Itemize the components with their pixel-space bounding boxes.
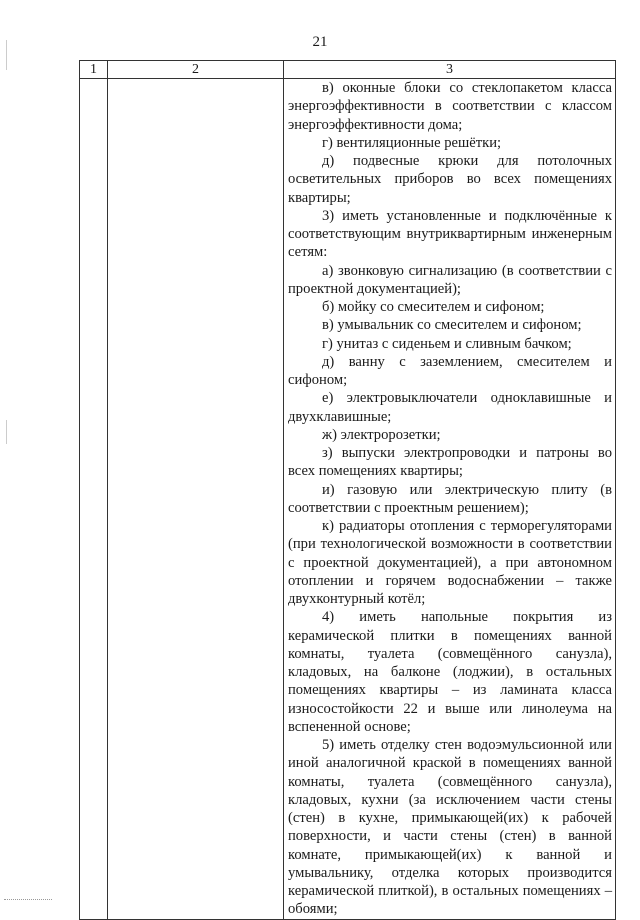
scan-footer-mark bbox=[4, 899, 52, 901]
paragraph: з) выпуски электропроводки и патроны во всех помещениях квартиры; bbox=[288, 445, 612, 480]
paragraph: г) унитаз с сиденьем и сливным бачком; bbox=[322, 335, 572, 352]
paragraph: д) подвесные крюки для потолочных осветительных приборов во всех помещениях квартиры; bbox=[288, 153, 612, 206]
paragraph: в) оконные блоки со стеклопакетом класса энергоэффективности в соответствии с классом энергоэффективности дома; bbox=[288, 80, 612, 133]
paragraph: д) ванну с заземлением, смесителем и сифоном; bbox=[288, 353, 612, 388]
paragraph: г) вентиляционные решётки; bbox=[322, 134, 502, 151]
table-row bbox=[80, 79, 616, 920]
requirements-text bbox=[284, 79, 615, 919]
paragraph: ж) электророзетки; bbox=[322, 426, 441, 443]
cell-column-2 bbox=[108, 79, 284, 920]
table-header-row bbox=[80, 61, 616, 79]
paragraph: к) радиаторы отопления с терморегуляторами (при технологической возможности в соответствии с проектной документацией), а при автономном отоплении и горячем водоснабжении – также двухконтурный котёл; bbox=[288, 518, 612, 607]
paragraph: в) умывальник со смесителем и сифоном; bbox=[322, 317, 582, 334]
paragraph: 5) иметь отделку стен водоэмульсионной или иной аналогичной краской в помещениях ванной комнаты, туалета (совмещённого санузла), кладовых, кухни (за исключением части стены (стен) в кухне, примыкающей(их) к рабочей поверхности, и части стены (стен) в ванной комнате, примыкающей(их) к ванной и умывальнику, отделка которых производится керамической плиткой), в остальных помещениях – обоями; bbox=[288, 737, 612, 918]
paragraph: 4) иметь напольные покрытия из керамической плитки в помещениях ванной комнаты, туалета (совмещённого санузла), кладовых, на балконе (лоджии), в остальных помещениях квартиры – из ламината класса износостойкости 22 и выше или линолеума на вспененной основе; bbox=[288, 609, 612, 735]
paragraph: е) электровыключатели одноклавишные и двухклавишные; bbox=[288, 390, 612, 425]
paragraph: 3) иметь установленные и подключённые к соответствующим внутриквартирным инженерным сетям: bbox=[288, 207, 612, 261]
cell-column-1 bbox=[80, 79, 108, 920]
paragraph: а) звонковую сигнализацию (в соответствии с проектной документацией); bbox=[288, 262, 612, 297]
scan-edge-mark bbox=[6, 420, 7, 444]
column-header-1: 1 bbox=[80, 61, 108, 79]
paragraph: и) газовую или электрическую плиту (в соответствии с проектным решением); bbox=[288, 481, 612, 516]
cell-column-3 bbox=[284, 79, 616, 920]
document-table bbox=[79, 60, 616, 920]
paragraph: б) мойку со смесителем и сифоном; bbox=[322, 299, 545, 315]
column-header-2: 2 bbox=[108, 61, 284, 79]
column-header-3: 3 bbox=[284, 61, 616, 79]
page-number: 21 bbox=[312, 34, 328, 50]
